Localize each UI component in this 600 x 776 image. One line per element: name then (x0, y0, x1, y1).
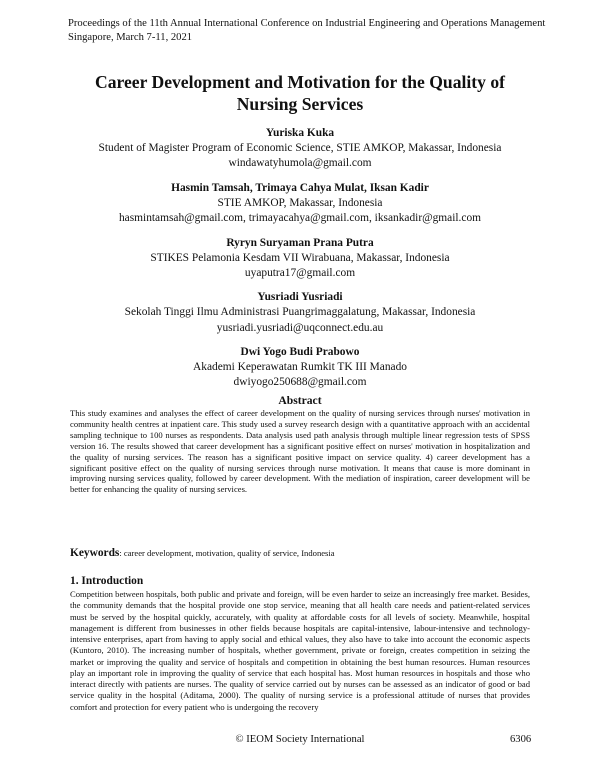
author-affiliation: STIKES Pelamonia Kesdam VII Wirabuana, Makassar, Indonesia (150, 251, 450, 264)
author-name: Yuriska Kuka (265, 127, 335, 139)
author-name: Dwi Yogo Budi Prabowo (240, 346, 360, 359)
abstract-text: This study examines and analyses the effect of career development on the quality of nursing services through nurses' motivation in community health centres at inpatient care. This study used a survey research design with a quantitative approach with an accidental sampling technique to 100 nurses as respondents. Data analysis used path analysis through multiple linear regression tests of SPSS version 16. The results showed that career development has a significant positive effect on nurses' motivation in hospitalization and the quality of nursing services. The reason has a significant positive impact on service quality. 4) career development has a significant positive effect on the quality of nursing services through nurse motivation. It means that cause is more dominant in improving nursing services quality, followed by career development. With the mediation of inspiration, career development will be better for enhancing the quality of nursing services. (70, 408, 530, 495)
author-email: windawatyhumola@gmail.com (228, 157, 372, 170)
keywords-label: Keywords (70, 547, 120, 559)
footer-copyright: © IEOM Society International (235, 734, 365, 745)
keywords-text: : career development, motivation, quality of service, Indonesia (119, 548, 335, 558)
author-email: hasmintamsah@gmail.com, trimayacahya@gmail.com, iksankadir@gmail.com (118, 211, 482, 224)
author-affiliation: STIE AMKOP, Makassar, Indonesia (217, 196, 383, 209)
author-block (30, 181, 570, 226)
author-email: yusriadi.yusriadi@uqconnect.edu.au (216, 321, 384, 334)
section-heading-introduction: 1. Introduction (70, 575, 144, 587)
author-list (30, 126, 570, 400)
author-block (30, 345, 570, 390)
introduction-text: Competition between hospitals, both public and private and foreign, will be even harder to seize an increasingly free market. Besides, the community demands that the hospital provide one stop service, meaning that all health care needs and patient-related services must be served by the hospital quickly, accurately, with quality at affordable costs for all levels of society. Meanwhile, hospital management is different from businesses in other fields because hospitals are capital-intensive, labour-intensive and technology-intensive enterprises, apart from having to apply social and ethical values, they also have to take into account the economic aspects (Kuntoro, 2010). The increasing number of hospitals, whether government, private or foreign, creates competition in seizing the market or improving the quality and service of hospitals and competition in obtaining the best human resources. Human resources play an important role in improving the quality of service that each hospital has. Most human resources in hospitals and those who interact directly with patients are nurses. The quality of service carried out by nurses can be assessed as an indicator of good or bad service quality in the hospital (Aditama, 2000). The quality of nursing service is a professional attitude of nurses that provides comfort and protection for every patient who is undergoing the recovery (70, 589, 530, 712)
author-email: dwiyogo250688@gmail.com (233, 376, 367, 389)
title-line-2: Nursing Services (236, 94, 364, 114)
page-number: 6306 (510, 734, 532, 745)
paper-title (40, 71, 560, 115)
author-name: Hasmin Tamsah, Trimaya Cahya Mulat, Iksan Kadir (171, 181, 429, 194)
running-header (68, 17, 545, 45)
header-location-line: Singapore, March 7-11, 2021 (68, 32, 193, 43)
author-affiliation: Sekolah Tinggi Ilmu Administrasi Puangrimaggalatung, Makassar, Indonesia (124, 306, 476, 319)
author-name: Yusriadi Yusriadi (257, 291, 343, 304)
keywords-line (70, 547, 530, 559)
author-affiliation: Akademi Keperawatan Rumkit TK III Manado (193, 361, 407, 374)
author-affiliation: Student of Magister Program of Economic Science, STIE AMKOP, Makassar, Indonesia (98, 142, 502, 155)
author-name: Ryryn Suryaman Prana Putra (226, 236, 374, 249)
header-conference-line: Proceedings of the 11th Annual International Conference on Industrial Engineering and Operations Management (68, 18, 546, 29)
author-block (30, 236, 570, 281)
abstract-heading: Abstract (278, 394, 322, 407)
author-block (30, 126, 570, 171)
author-email: uyaputra17@gmail.com (244, 266, 356, 279)
title-line-1: Career Development and Motivation for the Quality of (95, 72, 505, 92)
author-block (30, 290, 570, 335)
